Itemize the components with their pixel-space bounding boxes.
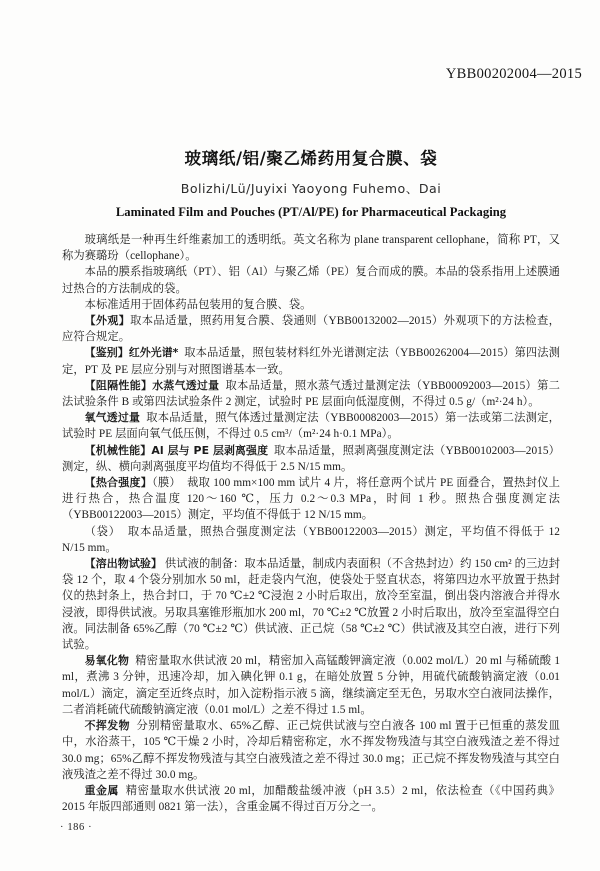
section-heat-seal-pouch (62, 524, 560, 556)
section-heat-seal-text-film: 裁取 100 mm×100 mm 试片 4 片，将任意两个试片 PE 面叠合，置热封仪上进行热合，热合温度 120～160 ℃，压力 0.2～0.3 MPa，时间 1 秒。照热合强度测定法（YBB00122003—2015）测定，平均值不得低于 12 N/15 mm。 (62, 477, 560, 522)
section-heat-seal-scope-film: （膜） (152, 477, 181, 490)
paragraph-product-definition: 本品的膜系指玻璃纸（PT）、铝（Al）与聚乙烯（PE）复合而成的膜。本品的袋系指用上述膜通过热合的方法制成的袋。 (62, 266, 560, 295)
paragraph-cellophane-definition: 玻璃纸是一种再生纤维素加工的透明纸。英文名称为 plane transparent cellophane，简称 PT，又称为赛璐玢（cellophane）。 (62, 234, 560, 263)
section-oxidizable-substances-label: 易氧化物 (84, 654, 130, 668)
section-heat-seal-label: 【热合强度】 (84, 476, 152, 490)
section-appearance-text: 取本品适量，照药用复合膜、袋通则（YBB00132002—2015）外观项下的方法检查，应符合规定。 (62, 315, 560, 344)
section-oxidizable-substances (62, 653, 560, 718)
section-heavy-metals-label: 重金属 (84, 783, 119, 797)
section-dissolution-text: 供试液的制备：取本品适量，制成内表面积（不含热封边）约 150 cm² 的三边封袋 12 个，取 4 个袋分别加水 50 ml，赶走袋内气泡，使袋处于竖直状态，将第四边水平放置于热封仪的热封条上，热合封口，于 70 ℃±2 ℃浸泡 2 小时后取出，放冷至室温，倒出袋内溶液合并得水浸液，即得供试液。另取具塞锥形瓶加水 200 ml，70 ℃±2 ℃放置 2 小时后取出，放冷至室温得空白液。同法制备 65%乙醇（70 ℃±2 ℃）供试液、正己烷（58 ℃±2 ℃）供试液及其空白液，进行下列试验。 (62, 558, 561, 652)
section-mechanical (62, 443, 560, 475)
section-barrier-sublabel-wvtr: 水蒸气透过量 (152, 378, 220, 392)
section-dissolution-label: 【溶出物试验】 (84, 557, 163, 571)
running-head-standard-number: YBB00202004—2015 (445, 66, 582, 82)
section-heavy-metals-text: 精密量取水供试液 20 ml，加醋酸盐缓冲液（pH 3.5）2 ml，依法检查（《中国药典》2015 年版四部通则 0821 第一法），含重金属不得过百万分之一。 (62, 784, 561, 814)
section-barrier-text-otr: 取本品适量，照气体透过量测定法（YBB00082003—2015）第一法或第二法测定，试验时 PE 层面向氧气低压侧，不得过 0.5 cm³/（m²·24 h·0.1 MPa）。 (62, 412, 560, 441)
section-barrier-text-wvtr: 取本品适量，照水蒸气透过量测定法（YBB00092003—2015）第二法试验条件 B 或第四法试验条件 2 测定，试验时 PE 层面向低湿度侧，不得过 0.5 g/（m²·24 h）。 (62, 379, 560, 409)
body-text (62, 232, 560, 815)
page-folio: · 186 · (60, 822, 93, 833)
section-barrier-label: 【阻隔性能】 (84, 378, 153, 392)
section-heat-seal-film (62, 475, 560, 524)
section-heat-seal-text-pouch: 取本品适量，照热合强度测定法（YBB00122003—2015）测定，平均值不得低于 12 N/15 mm。 (62, 525, 560, 554)
section-appearance (62, 313, 560, 345)
section-mechanical-sublabel: Al 层与 PE 层剥离强度 (151, 443, 269, 457)
title-pinyin: Bolizhi/Lü/Juyixi Yaoyong Fuhemo、Dai (180, 181, 442, 197)
section-identification-text: 取本品适量，照包装材料红外光谱测定法（YBB00262004—2015）第四法测定，PT 及 PE 层应分别与对照图谱基本一致。 (62, 347, 561, 376)
section-barrier-wvtr (62, 378, 560, 410)
section-mechanical-label: 【机械性能】 (84, 443, 152, 457)
section-mechanical-text: 取本品适量，照剥离强度测定法（YBB00102003—2015）测定，纵、横向剥离强度平均值均不得低于 2.5 N/15 mm。 (62, 444, 560, 473)
section-nonvolatile-residue (62, 718, 560, 783)
paragraph-scope: 本标准适用于固体药品包装用的复合膜、袋。 (84, 298, 312, 311)
page-content-area (62, 0, 560, 871)
section-dissolution (62, 556, 560, 653)
section-oxidizable-substances-text: 精密量取水供试液 20 ml，精密加入高锰酸钾滴定液（0.002 mol/L）20 ml 与稀硫酸 1 ml，煮沸 3 分钟，迅速冷却，加入碘化钾 0.1 g，在暗处放置 5 分钟，用硫代硫酸钠滴定液（0.01 mol/L）滴定，滴定至近终点时，加入淀粉指示液 5 滴，继续滴定至无色，另取水空白液同法操作，二者消耗硫代硫酸钠滴定液（0.01 mol/L）之差不得过 1.5 ml。 (62, 655, 561, 716)
section-identification-sublabel: 红外光谱* (128, 346, 179, 360)
section-nonvolatile-residue-label: 不挥发物 (84, 719, 130, 733)
title-english: Laminated Film and Pouches (PT/Al/PE) for Pharmaceutical Packaging (115, 205, 507, 220)
section-identification (62, 345, 560, 377)
section-nonvolatile-residue-text: 分别精密量取水、65%乙醇、正己烷供试液与空白液各 100 ml 置于已恒重的蒸发皿中，水浴蒸干，105 ℃干燥 2 小时，冷却后精密称定，水不挥发物残渣与其空白液残渣之差不得过 30.0 mg；65%乙醇不挥发物残渣与其空白液残渣之差不得过 30.0 mg；正己烷不挥发物残渣与其空白液残渣之差不得过 30.0 mg。 (62, 720, 561, 781)
section-heat-seal-scope-pouch: （袋） (84, 525, 121, 538)
section-identification-label: 【鉴别】 (84, 346, 129, 360)
section-barrier-otr (62, 410, 560, 442)
section-heavy-metals (62, 783, 560, 815)
section-barrier-sublabel-otr: 氧气透过量 (84, 411, 141, 425)
section-appearance-label: 【外观】 (84, 314, 131, 328)
title-block (62, 148, 560, 220)
title-chinese: 玻璃纸/铝/聚乙烯药用复合膜、袋 (184, 149, 438, 168)
